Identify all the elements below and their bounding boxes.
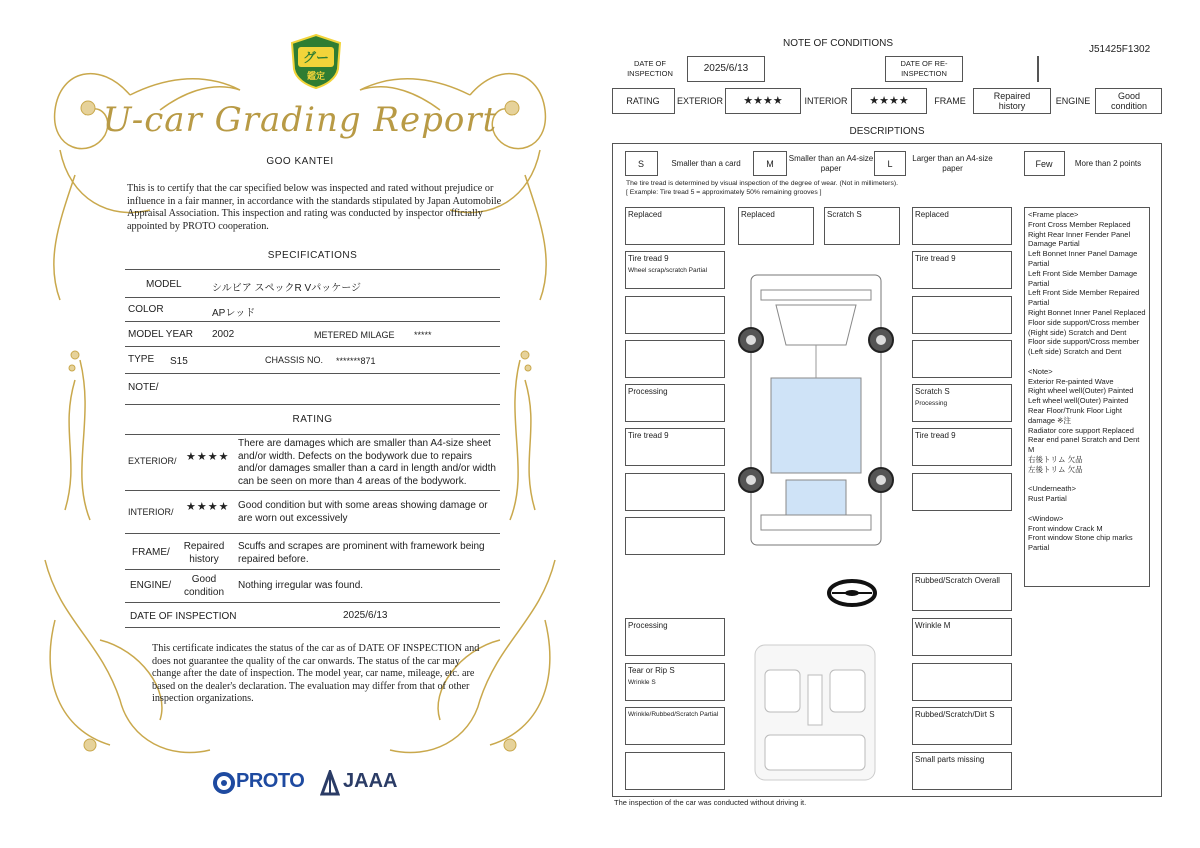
steering-wheel-icon (826, 578, 878, 608)
exterior-description: There are damages which are smaller than A4-size sheet and/or width. Defects on the bodywork due to repairs and/or damages smaller than a card in length and/or width can be seen on more than 4 areas of the bodywork. (238, 438, 496, 487)
report-id: J51425F1302 (1089, 44, 1151, 55)
engine-label: ENGINE/ (130, 580, 172, 591)
color-label: COLOR (128, 304, 164, 315)
model-value: シルビア スペックR Vパッケージ (212, 283, 361, 294)
chassis-value: *******871 (336, 356, 376, 366)
divider (125, 404, 500, 405)
tire-note: The tire tread is determined by visual inspection of the degree of wear. (Not in millimeters). (626, 180, 898, 187)
exterior-right-label: Processing (915, 400, 948, 407)
model-year-label: MODEL YEAR (128, 329, 194, 340)
type-label: TYPE (128, 354, 155, 365)
divider (125, 346, 500, 347)
condition-notes-panel: <Frame place> Front Cross Member Replaced Right Rear Inner Fender Panel Damage Partial Left Bonnet Inner Panel Damage Partial Left Front Side Member Damage Partial Left Front Side Member Repaired Partial Right Bonnet Inner Panel Replaced Floor side support/Cross member (Right side) Scratch and Dent Floor side support/Cross member (Left side) Scratch and Dent <Note> Exterior Re-painted Wave Right wheel well(Outer) Painted Left wheel well(Outer) Painted Rear Floor/Trunk Floor Light damage ※注 Radiator core support Replaced Rear end panel Scratch and Dent M 右後トリム 欠品 左後トリム 欠品 <Underneath> Rust Partial <Window> Front window Crack M Front window Stone chip marks Partial (1024, 207, 1150, 587)
divider (125, 297, 500, 298)
specifications-heading: SPECIFICATIONS (267, 250, 358, 261)
inspection-date: 2025/6/13 (703, 63, 749, 74)
divider (125, 269, 500, 270)
divider (125, 602, 500, 603)
svg-text:鑑定: 鑑定 (306, 72, 326, 82)
exterior-right-label: Replaced (915, 210, 949, 219)
exterior-left-label: Tire tread 9 (628, 431, 669, 440)
interior-left-box (625, 752, 725, 790)
exterior-top-label: Replaced (741, 210, 775, 219)
note-of-conditions-page (600, 0, 1200, 848)
exterior-left-box (625, 517, 725, 555)
reinspection-date-header: DATE OF RE-INSPECTION (900, 59, 948, 78)
interior-left-label: Wrinkle/Rubbed/Scratch Partial (628, 711, 719, 718)
car-top-view-diagram (726, 270, 906, 555)
frame-label: FRAME/ (132, 547, 170, 558)
descriptions-heading: DESCRIPTIONS (849, 126, 925, 137)
legend-m: M (766, 158, 774, 169)
legend-few-desc: More than 2 points (1074, 158, 1142, 168)
divider (125, 490, 500, 491)
report-subtitle: GOO KANTEI (266, 156, 334, 167)
model-label: MODEL (146, 279, 182, 290)
interior-left-label: Processing (628, 621, 668, 630)
frame-header: FRAME (934, 96, 966, 106)
exterior-right-label: Tire tread 9 (915, 431, 956, 440)
frame-value: Repaired history (993, 91, 1031, 111)
engine-value: Good condition (183, 574, 225, 598)
interior-rating-stars: ★★★★ (869, 95, 909, 107)
exterior-right-label: Tire tread 9 (915, 254, 956, 263)
interior-right-label: Rubbed/Scratch/Dirt S (915, 710, 995, 719)
legend-s: S (637, 158, 644, 169)
metered-milage-label: METERED MILAGE (314, 330, 395, 340)
jaaa-logo-icon (320, 770, 340, 796)
interior-left-label: Wrinkle S (628, 679, 656, 686)
exterior-left-label: Processing (628, 387, 668, 396)
exterior-left-box (625, 473, 725, 511)
certification-text: This is to certify that the car specified below was inspected and rated without prejudice or influence in a fair manner, in accordance with the standards stipulated by Japan Automobile Appraisal Association. This inspection and rating was conducted by inspector officially appointed by PROTO cooperation. (127, 183, 502, 232)
inspection-date-label: DATE OF INSPECTION (130, 611, 237, 622)
divider (125, 533, 500, 534)
engine-header: ENGINE (1055, 96, 1091, 106)
exterior-left-box (625, 340, 725, 378)
chassis-label: CHASSIS NO. (265, 355, 324, 365)
legend-l-desc: Larger than an A4-size paper (912, 153, 993, 173)
legend-few: Few (1035, 158, 1053, 169)
goo-kantei-badge-icon (288, 33, 344, 89)
frame-description: Scuffs and scrapes are prominent with framework being repaired before. (238, 541, 485, 565)
interior-stars: ★★★★ (186, 501, 230, 513)
proto-logo: PROTO (236, 770, 305, 792)
interior-right-label: Rubbed/Scratch Overall (915, 576, 1000, 585)
interior-right-label: Wrinkle M (915, 621, 951, 630)
frame-value: Repaired history (183, 541, 225, 565)
divider (125, 373, 500, 374)
divider (125, 627, 500, 628)
color-value: APレッド (212, 308, 256, 319)
engine-value: Good condition (1110, 91, 1148, 111)
divider (125, 569, 500, 570)
svg-text:グー: グー (302, 51, 330, 66)
interior-seat-diagram (740, 640, 890, 785)
engine-description: Nothing irregular was found. (238, 580, 364, 591)
exterior-header: EXTERIOR (676, 96, 723, 106)
metered-milage-value: ***** (414, 330, 432, 340)
exterior-right-box (912, 340, 1012, 378)
interior-header: INTERIOR (804, 96, 848, 106)
exterior-left-label: Tire tread 9 (628, 254, 669, 263)
exterior-stars: ★★★★ (186, 451, 230, 463)
interior-label: INTERIOR/ (128, 507, 174, 517)
exterior-left-label: Replaced (628, 210, 662, 219)
model-year-value: 2002 (212, 329, 235, 340)
inspection-footer: The inspection of the car was conducted without driving it. (614, 798, 807, 807)
exterior-left-box (625, 296, 725, 334)
reinspection-date (962, 56, 1038, 82)
exterior-right-box (912, 473, 1012, 511)
exterior-right-box (912, 296, 1012, 334)
exterior-label: EXTERIOR/ (128, 456, 177, 466)
certificate-disclaimer: This certificate indicates the status of the car as of DATE OF INSPECTION and does not guarantee the quality of the car onwards. The status of the car may change after the date of inspection. The model year, car name, mileage, etc. are based on the dealer's declaration. The evaluation may differ from that of other inspection organizations. (152, 643, 480, 704)
noc-title: NOTE OF CONDITIONS (783, 38, 893, 49)
exterior-rating-stars: ★★★★ (743, 95, 783, 107)
inspection-date-header: DATE OF INSPECTION (627, 59, 673, 78)
report-title: U-car Grading Report (102, 100, 498, 140)
interior-right-box (912, 663, 1012, 701)
jaaa-logo: JAAA (343, 770, 398, 792)
interior-left-label: Tear or Rip S (628, 666, 675, 675)
legend-m-desc: Smaller than an A4-size paper (788, 153, 874, 173)
exterior-left-label: Wheel scrap/scratch Partial (628, 267, 708, 274)
legend-s-desc: Smaller than a card (671, 158, 741, 168)
note-label: NOTE/ (128, 382, 159, 393)
divider (125, 321, 500, 322)
type-value: S15 (170, 356, 188, 367)
interior-right-label: Small parts missing (915, 755, 985, 764)
rating-label: RATING (626, 96, 660, 106)
rating-heading: RATING (292, 414, 333, 425)
legend-l: L (887, 158, 893, 169)
tire-example: [ Example: Tire tread 5 = approximately 50% remaining grooves ] (626, 189, 822, 196)
exterior-top-label: Scratch S (827, 210, 862, 219)
proto-logo-icon (213, 772, 235, 794)
divider (125, 434, 500, 435)
inspection-date-value: 2025/6/13 (343, 610, 388, 621)
interior-description: Good condition but with some areas showing damage or are worn out excessively (238, 500, 488, 524)
exterior-right-label: Scratch S (915, 387, 950, 396)
